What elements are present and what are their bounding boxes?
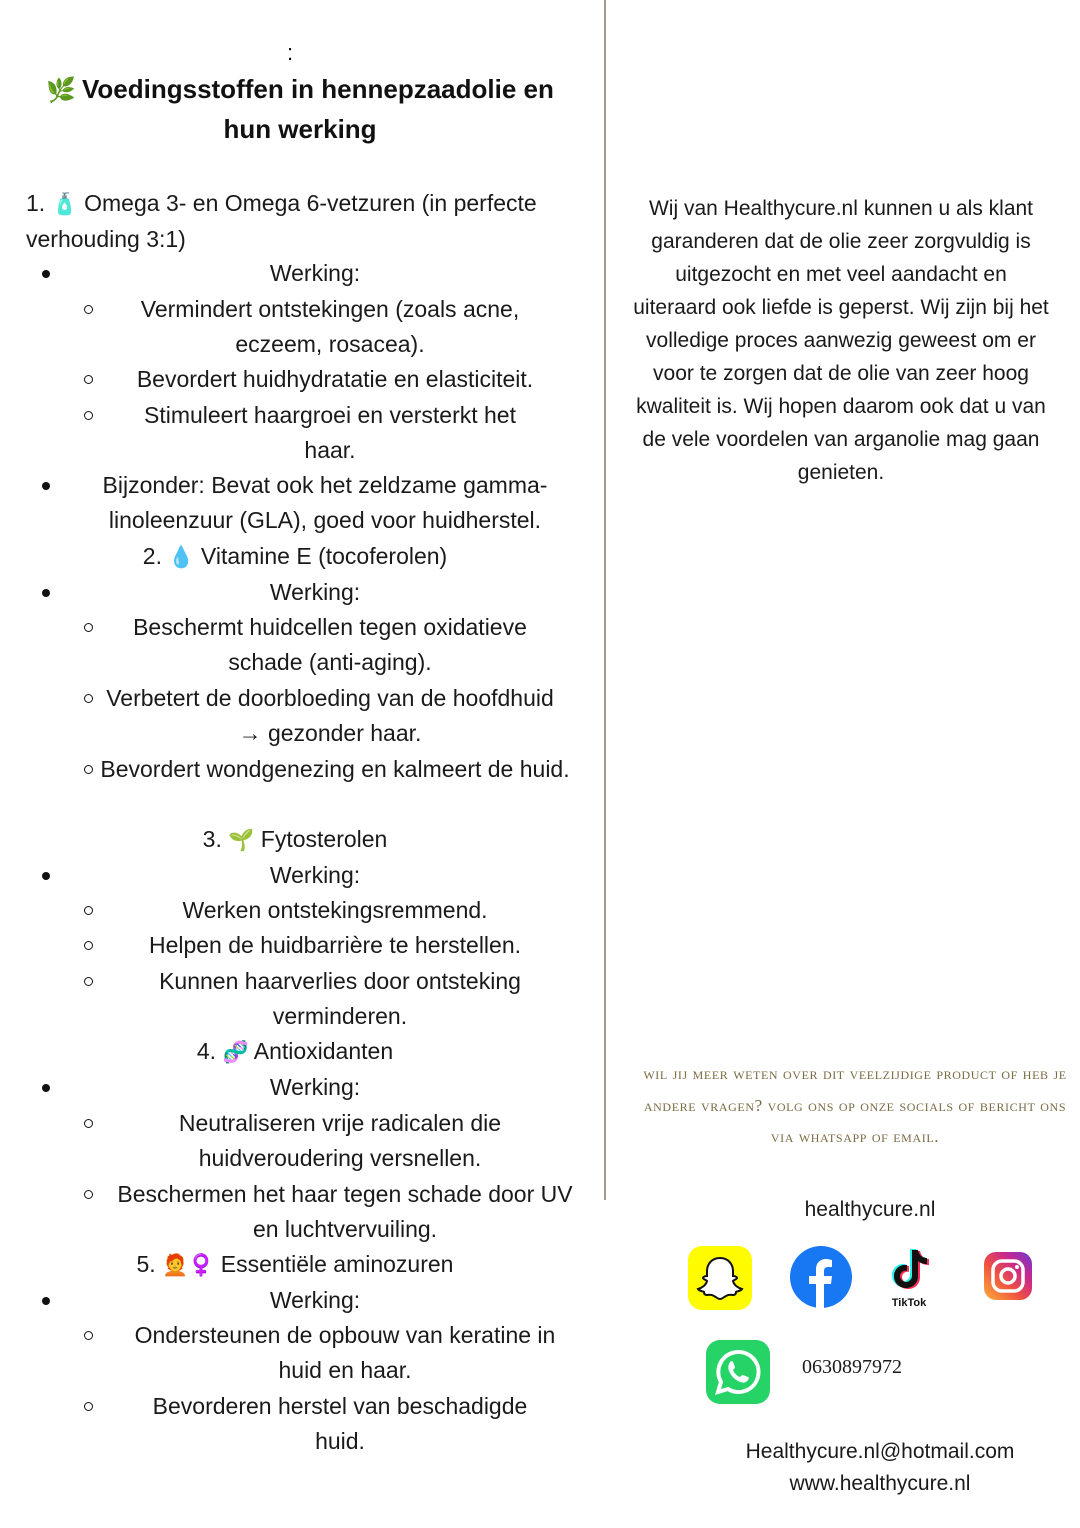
item-text: Verbetert de doorbloeding van de hoofdhuid → gezonder haar.: [106, 685, 554, 746]
tiktok-label: TikTok: [891, 1297, 927, 1309]
title-line-1: Voedingsstoffen in hennepzaadolie en: [81, 74, 554, 104]
list-item: [20, 1283, 580, 1318]
herb-icon: 🌿: [46, 77, 76, 104]
item-number: 1.: [26, 190, 46, 216]
dna-icon: 🧬: [222, 1041, 249, 1064]
lotion-bottle-icon: 🧴: [51, 193, 78, 216]
item-number: 4.: [196, 1038, 217, 1064]
item-text: Werken ontstekingsremmend.: [182, 897, 488, 923]
list-item: [20, 468, 580, 538]
list-item: [20, 362, 580, 397]
item-text: Stimuleert haargroei en versterkt het haar.: [143, 402, 516, 463]
list-item: [20, 928, 580, 963]
item-text: Bevorderen herstel van beschadigde huid.: [152, 1393, 528, 1454]
item-text: Omega 3- en Omega 6-vetzuren (in perfecte verhouding 3:1): [26, 190, 537, 252]
item-text: Werking:: [269, 862, 361, 888]
list-item: [20, 1318, 580, 1388]
list-item: [20, 858, 580, 893]
list-item: [20, 1177, 580, 1247]
item-text: Essentiële aminozuren: [220, 1251, 454, 1277]
person-female-icon: 🧑‍🦰♀️: [162, 1254, 215, 1277]
list-item: [20, 1389, 580, 1459]
title-line-2: hun werking: [223, 114, 377, 144]
item-text: Werking:: [269, 1074, 361, 1100]
seedling-icon: 🌱: [228, 829, 255, 852]
item-text: Neutraliseren vrije radicalen die huidveroudering versnellen.: [178, 1110, 502, 1171]
website-label-top[interactable]: healthycure.nl: [804, 1198, 936, 1221]
list-item: [20, 964, 580, 1034]
whatsapp-icon[interactable]: [706, 1340, 770, 1404]
document-title: [30, 70, 570, 148]
tiktok-icon[interactable]: [880, 1246, 938, 1310]
list-item: [20, 893, 580, 928]
snapchat-icon[interactable]: [688, 1246, 752, 1310]
item-text: Beschermen het haar tegen schade door UV en luchtvervuiling.: [117, 1181, 573, 1242]
list-item: [20, 575, 580, 610]
item-text: Helpen de huidbarrière te herstellen.: [148, 932, 522, 958]
item-text: Antioxidanten: [253, 1038, 394, 1064]
item-text: Kunnen haarverlies door ontsteking verminderen.: [159, 968, 521, 1029]
website-link[interactable]: www.healthycure.nl: [789, 1472, 971, 1495]
call-to-action: wil jij meer weten over dit veelzijdige product of heb je andere vragen? volg ons op onze socials of bericht ons via whatsapp of email.: [643, 1064, 1067, 1146]
item-text: Bevordert huidhydratatie en elasticiteit.: [136, 366, 534, 392]
item-text: Vitamine E (tocoferolen): [200, 543, 448, 569]
column-divider: [604, 0, 606, 1200]
item-text: Werking:: [269, 1287, 361, 1313]
nutrient-heading-3: [20, 822, 580, 858]
stray-colon: :: [286, 40, 294, 65]
item-number: 2.: [142, 543, 162, 569]
list-item: [20, 1070, 580, 1105]
nutrient-heading-1: [20, 186, 580, 257]
item-text: Fytosterolen: [260, 826, 388, 852]
nutrient-heading-4: [20, 1034, 580, 1070]
nutrient-heading-2: [20, 539, 580, 575]
instagram-icon[interactable]: [984, 1252, 1032, 1300]
item-text: Werking:: [269, 260, 361, 286]
facebook-icon[interactable]: [790, 1246, 852, 1308]
list-item: [20, 256, 580, 291]
list-item: [20, 610, 580, 680]
list-item: [20, 1106, 580, 1176]
list-item: [20, 752, 580, 787]
item-text: Beschermt huidcellen tegen oxidatieve schade (anti-aging).: [133, 614, 527, 675]
list-item: [20, 681, 580, 751]
item-text: Bevordert wondgenezing en kalmeert de huid.: [100, 756, 570, 782]
item-text: Vermindert ontstekingen (zoals acne, eczeem, rosacea).: [140, 296, 520, 357]
item-text: Ondersteunen de opbouw van keratine in huid en haar.: [134, 1322, 556, 1383]
phone-number[interactable]: 0630897972: [802, 1356, 902, 1378]
item-number: 5.: [136, 1251, 156, 1277]
item-text: Werking:: [269, 579, 361, 605]
list-item: [20, 398, 580, 468]
item-text: Bijzonder: Bevat ook het zeldzame gamma-linoleenzuur (GLA), goed voor huidherstel.: [102, 472, 548, 533]
item-number: 3.: [202, 826, 222, 852]
email-address[interactable]: Healthycure.nl@hotmail.com: [745, 1440, 1015, 1463]
list-item: [20, 292, 580, 362]
guarantee-paragraph: Wij van Healthycure.nl kunnen u als klant garanderen dat de olie zeer zorgvuldig is uitgezocht en met veel aandacht en uiteraard ook liefde is geperst. Wij zijn bij het volledige proces aanwezig geweest om er voor te zorgen dat de olie van zeer hoog kwaliteit is. Wij hopen daarom ook dat u van de vele voordelen van arganolie mag gaan genieten.: [633, 197, 1049, 484]
droplet-icon: 💧: [168, 546, 195, 569]
nutrient-heading-5: [20, 1247, 580, 1283]
